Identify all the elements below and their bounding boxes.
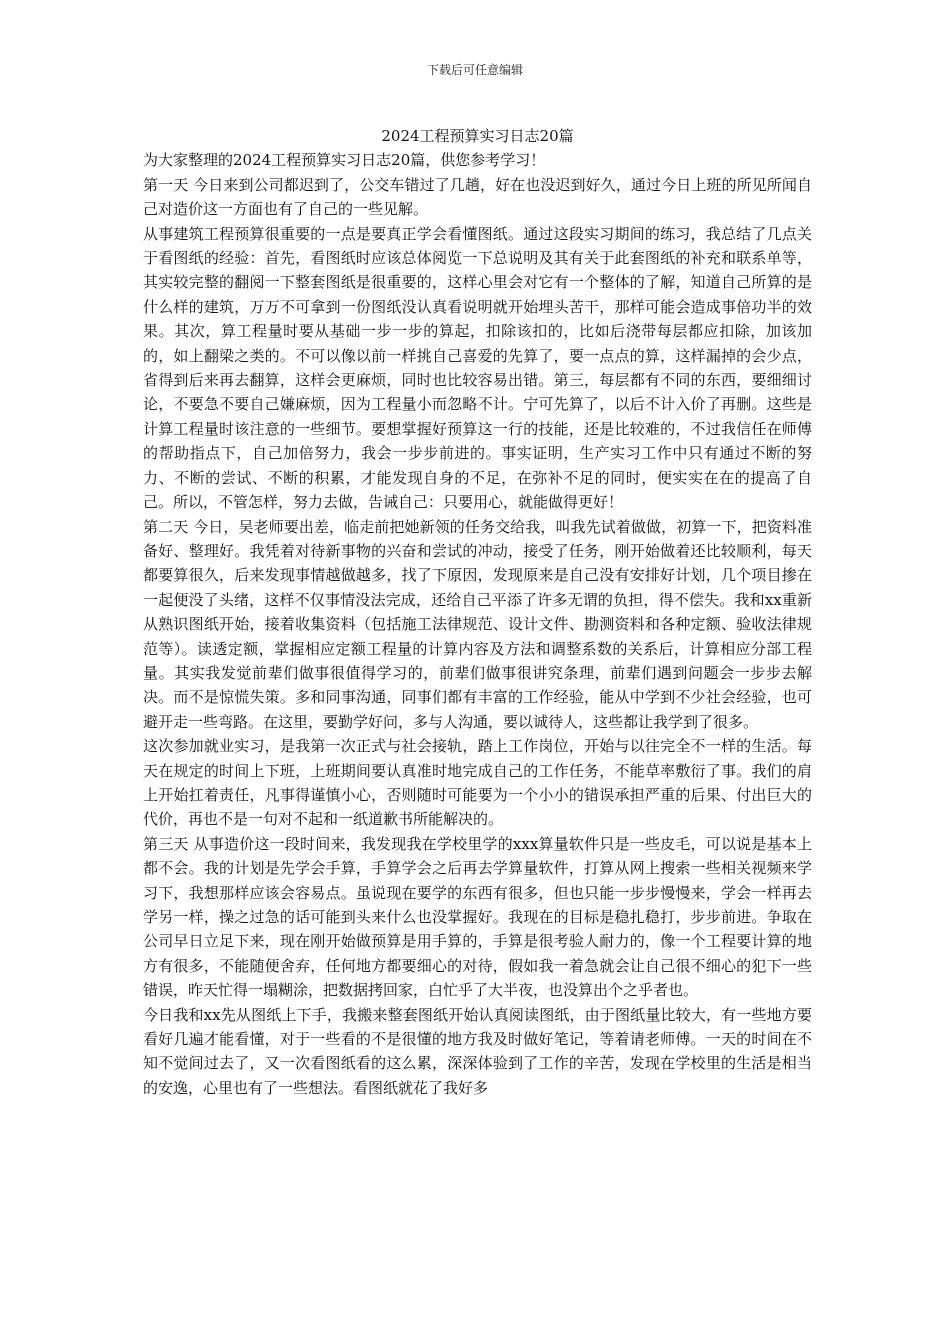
- day2-paragraph: 第二天 今日，吴老师要出差，临走前把她新领的任务交给我，叫我先试着做做，初算一下，把资料准备好、整理好。我凭着对待新事物的兴奋和尝试的冲动，接受了任务，刚开始做着还比较顺利，每天都要算很久，后来发现事情越做越多，找了下原因，发现原来是自己没有安排好计划，几个项目掺在一起便没了头绪，这样不仅事情没法完成，还给自己平添了许多无谓的负担，得不偿失。我和xx重新从熟识图纸开始，接着收集资料（包括施工法律规范、设计文件、勘测资料和各种定额、验收法律规范等）。读透定额，掌握相应定额工程量的计算内容及方法和调整系数的关系后，计算相应分部工程量。其实我发觉前辈们做事很值得学习的，前辈们做事很讲究条理，前辈们遇到问题会一步步去解决。而不是惊慌失策。多和同事沟通，同事们都有丰富的工作经验，能从中学到不少社会经验，也可避开走一些弯路。在这里，要勤学好问，多与人沟通，要以诚待人，这些都让我学到了很多。: [143, 517, 812, 731]
- intro-paragraph: 为大家整理的2024工程预算实习日志20篇，供您参考学习！: [143, 151, 546, 170]
- day1-paragraph: 第一天 今日来到公司都迟到了，公交车错过了几趟，好在也没迟到好久，通过今日上班的所见所闻自己对造价这一方面也有了自己的一些见解。: [143, 175, 812, 219]
- document-body: [143, 124, 812, 1100]
- day3-paragraph: 第三天 从事造价这一段时间来，我发现我在学校里学的xxx算量软件只是一些皮毛，可以说是基本上都不会。我的计划是先学会手算，手算学会之后再去学算量软件，打算从网上搜索一些相关视频来学习下，我想那样应该会容易点。虽说现在要学的东西有很多，但也只能一步步慢慢来，学会一样再去学另一样，操之过急的话可能到头来什么也没掌握好。我现在的目标是稳扎稳打，步步前进。争取在公司早日立足下来，现在刚开始做预算是用手算的，手算是很考验人耐力的，像一个工程要计算的地方有很多，不能随便舍弃，任何地方都要细心的对待，假如我一着急就会让自己很不细心的犯下一些错误，昨天忙得一塌糊涂，把数据拷回家，白忙乎了大半夜，也没算出个之乎者也。: [143, 834, 812, 1000]
- drawing-reading-paragraph: 今日我和xx先从图纸上下手，我搬来整套图纸开始认真阅读图纸，由于图纸量比较大，有一些地方要看好几遍才能看懂，对于一些看的不是很懂的地方我及时做好笔记，等着请老师傅。一天的时间在不知不觉间过去了，又一次看图纸看的这么累，深深体验到了工作的辛苦，发现在学校里的生活是相当的安逸，心里也有了一些想法。看图纸就花了我好多: [143, 1005, 812, 1097]
- drawing-experience-paragraph: 从事建筑工程预算很重要的一点是要真正学会看懂图纸。通过这段实习期间的练习，我总结了几点关于看图纸的经验：首先，看图纸时应该总体阅览一下总说明及其有关于此套图纸的补充和联系单等，其实较完整的翻阅一下整套图纸是很重要的，这样心里会对它有一个整体的了解，知道自己所算的是什么样的建筑，万万不可拿到一份图纸没认真看说明就开始埋头苦干，那样可能会造成事倍功半的效果。其次，算工程量时要从基础一步一步的算起，扣除该扣的，比如后浇带每层都应扣除，加该加的，如上翻梁之类的。不可以像以前一样挑自己喜爱的先算了，要一点点的算，这样漏掉的会少点，省得到后来再去翻算，这样会更麻烦，同时也比较容易出错。第三，每层都有不同的东西，要细细讨论，不要急不要自己嫌麻烦，因为工程量小而忽略不计。宁可先算了，以后不计入价了再删。这些是计算工程量时该注意的一些细节。要想掌握好预算这一行的技能，还是比较难的，不过我信任在师傅的帮助指点下，自己加倍努力，我会一步步前进的。事实证明，生产实习工作中只有通过不断的努力、不断的尝试、不断的积累，才能发现自身的不足，在弥补不足的同时，便实实在在的提高了自己。所以，不管怎样，努力去做，告诫自己：只要用心，就能做得更好！: [143, 224, 812, 512]
- internship-reflection-paragraph: 这次参加就业实习，是我第一次正式与社会接轨，踏上工作岗位，开始与以往完全不一样的生活。每天在规定的时间上下班，上班期间要认真准时地完成自己的工作任务，不能草率敷衍了事。我们的肩上开始扛着责任，凡事得谨慎小心，否则随时可能要为一个小小的错误承担严重的后果、付出巨大的代价，再也不是一句对不起和一纸道歉书所能解决的。: [143, 737, 812, 829]
- document-title: 2024工程预算实习日志20篇: [381, 127, 574, 145]
- page-header-note: 下载后可任意编辑: [426, 63, 523, 77]
